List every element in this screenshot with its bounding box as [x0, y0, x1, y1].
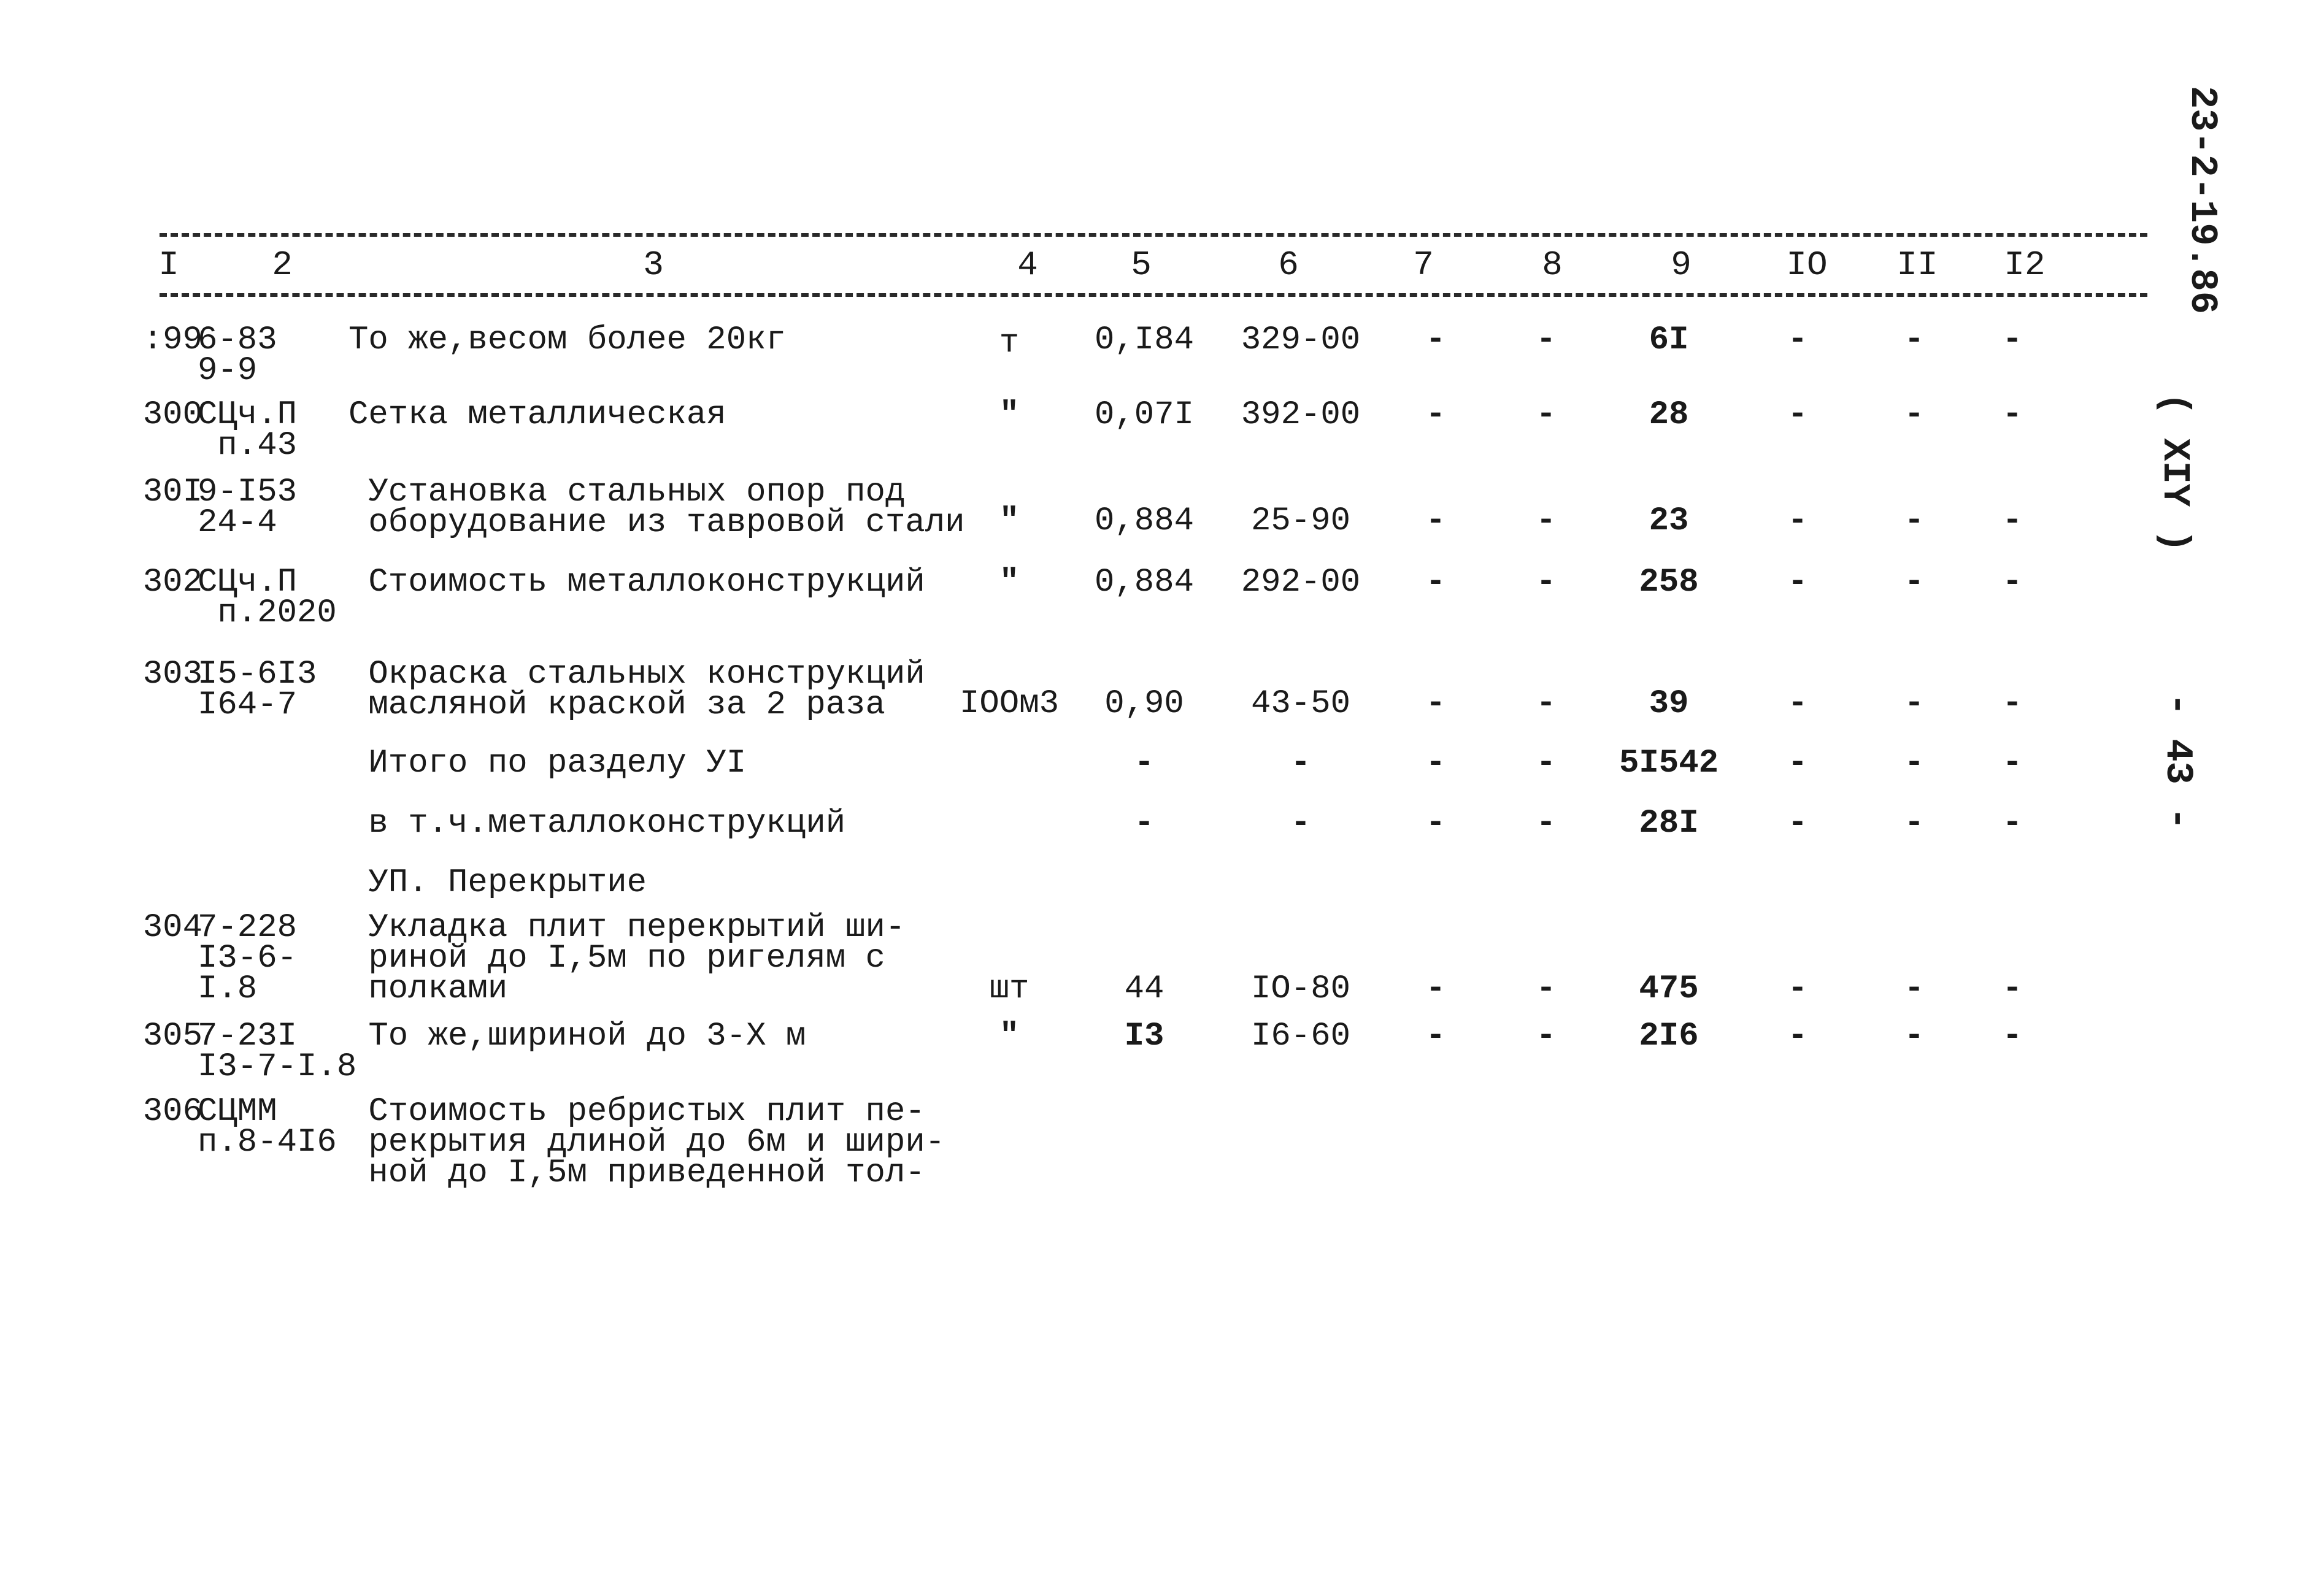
row-price: 392-00 — [1241, 396, 1361, 434]
row-unit: " — [999, 1018, 1020, 1055]
row-col12: - — [2002, 564, 2023, 601]
row-col8: - — [1536, 502, 1557, 540]
col-header-5: 5 — [1131, 245, 1152, 285]
row-col10: - — [1787, 970, 1808, 1008]
row-col11: - — [1904, 745, 1925, 782]
row-unit: " — [999, 502, 1020, 540]
row-code: 7-23I I3-7-I.8 — [198, 1018, 357, 1086]
row-number: :99 — [142, 321, 202, 359]
row-price: I6-60 — [1250, 1018, 1351, 1055]
row-col11: - — [1904, 1018, 1925, 1055]
row-name: Установка стальных опор под оборудование из тавровой стали — [368, 474, 965, 542]
row-col10: - — [1787, 745, 1808, 782]
row-price: 329-00 — [1241, 321, 1361, 359]
row-col9: 475 — [1639, 970, 1699, 1008]
row-code: СЦММ п.8-4I6 — [198, 1093, 337, 1161]
header-bottom-rule — [160, 293, 2147, 297]
row-code: I5-6I3 I64-7 — [198, 656, 317, 724]
col-header-2: 2 — [272, 245, 293, 285]
row-number: 306 — [142, 1093, 202, 1130]
row-col11: - — [1904, 502, 1925, 540]
row-col12: - — [2002, 805, 2023, 842]
row-col11: - — [1904, 970, 1925, 1008]
row-number: 303 — [142, 656, 202, 693]
row-unit: IOOм3 — [959, 685, 1060, 723]
row-col10: - — [1787, 1018, 1808, 1055]
row-qty: - — [1134, 745, 1155, 782]
row-unit: т — [999, 324, 1020, 362]
col-header-10: IO — [1786, 245, 1828, 285]
row-unit: " — [999, 564, 1020, 601]
row-qty: 0,90 — [1104, 685, 1184, 723]
row-col9: 28I — [1639, 805, 1699, 842]
row-col9: 2I6 — [1639, 1018, 1699, 1055]
row-col12: - — [2002, 502, 2023, 540]
row-col10: - — [1787, 685, 1808, 723]
row-name: То же,шириной до 3-Х м — [348, 1018, 806, 1055]
col-header-11: II — [1896, 245, 1938, 285]
row-code: СЦч.П п.2020 — [198, 564, 337, 632]
row-price: IO-80 — [1250, 970, 1351, 1008]
row-qty: 0,884 — [1094, 564, 1195, 601]
row-col9: 23 — [1649, 502, 1689, 540]
row-col7: - — [1425, 502, 1446, 540]
row-col8: - — [1536, 321, 1557, 359]
row-col11: - — [1904, 564, 1925, 601]
row-col7: - — [1425, 685, 1446, 723]
row-col11: - — [1904, 685, 1925, 723]
col-header-4: 4 — [1017, 245, 1038, 285]
col-header-1: I — [158, 245, 179, 285]
row-price: - — [1290, 745, 1311, 782]
row-code: 7-228 I3-6- I.8 — [198, 909, 298, 1008]
row-col7: - — [1425, 396, 1446, 434]
row-col10: - — [1787, 321, 1808, 359]
row-col7: - — [1425, 564, 1446, 601]
row-qty: 44 — [1124, 970, 1164, 1008]
row-col12: - — [2002, 321, 2023, 359]
row-col8: - — [1536, 745, 1557, 782]
col-header-12: I2 — [2004, 245, 2046, 285]
row-col7: - — [1425, 805, 1446, 842]
row-qty: - — [1134, 805, 1155, 842]
row-number: 300 — [142, 396, 202, 434]
row-code: 6-83 9-9 — [198, 321, 277, 389]
row-col9: 39 — [1649, 685, 1689, 723]
row-col11: - — [1904, 805, 1925, 842]
row-col10: - — [1787, 396, 1808, 434]
row-qty: 0,07I — [1094, 396, 1195, 434]
row-number: 305 — [142, 1018, 202, 1055]
row-col12: - — [2002, 1018, 2023, 1055]
row-col7: - — [1425, 1018, 1446, 1055]
row-col10: - — [1787, 564, 1808, 601]
row-name: Стоимость ребристых плит пе- рекрытия длиной до 6м и шири- ной до I,5м приведенной тол- — [368, 1093, 945, 1192]
row-col8: - — [1536, 805, 1557, 842]
row-col8: - — [1536, 970, 1557, 1008]
row-col10: - — [1787, 805, 1808, 842]
row-price: 43-50 — [1250, 685, 1351, 723]
row-name: Стоимость металлоконструкций — [348, 564, 925, 601]
row-col8: - — [1536, 685, 1557, 723]
row-price: 292-00 — [1241, 564, 1361, 601]
col-header-7: 7 — [1413, 245, 1434, 285]
row-col9: 258 — [1639, 564, 1699, 601]
page-number: - 43 - — [2156, 693, 2200, 831]
row-col12: - — [2002, 970, 2023, 1008]
row-unit: " — [999, 396, 1020, 434]
row-name: Окраска стальных конструкций масляной краской за 2 раза — [368, 656, 925, 724]
row-col7: - — [1425, 970, 1446, 1008]
col-header-3: 3 — [643, 245, 664, 285]
row-col11: - — [1904, 321, 1925, 359]
row-col12: - — [2002, 396, 2023, 434]
row-col9: 5I542 — [1619, 745, 1719, 782]
col-header-8: 8 — [1542, 245, 1563, 285]
row-col11: - — [1904, 396, 1925, 434]
row-name: Итого по разделу УI — [348, 745, 747, 782]
col-header-9: 9 — [1671, 245, 1692, 285]
row-col8: - — [1536, 1018, 1557, 1055]
row-col10: - — [1787, 502, 1808, 540]
section-heading: УП. Перекрытие — [348, 864, 647, 902]
row-number: 302 — [142, 564, 202, 601]
row-name: Укладка плит перекрытий ши- риной до I,5м по ригелям с полками — [368, 909, 906, 1008]
row-col8: - — [1536, 564, 1557, 601]
row-price: 25-90 — [1250, 502, 1351, 540]
row-qty: 0,I84 — [1094, 321, 1195, 359]
row-name: То же,весом более 20кг — [348, 321, 786, 359]
row-col7: - — [1425, 321, 1446, 359]
row-number: 30I — [142, 474, 202, 511]
row-qty: I3 — [1124, 1018, 1164, 1055]
row-unit: шт — [989, 970, 1030, 1008]
section-roman-label: ( XIY ) — [2153, 393, 2196, 553]
row-code: СЦч.П п.43 — [198, 396, 298, 464]
row-col9: 28 — [1649, 396, 1689, 434]
row-col12: - — [2002, 745, 2023, 782]
row-price: - — [1290, 805, 1311, 842]
row-code: 9-I53 24-4 — [198, 474, 298, 542]
row-col8: - — [1536, 396, 1557, 434]
col-header-6: 6 — [1278, 245, 1299, 285]
document-code-stamp: 23-2-19.86 — [2181, 86, 2224, 315]
row-name: в т.ч.металлоконструкций — [348, 805, 846, 842]
row-qty: 0,884 — [1094, 502, 1195, 540]
row-name: Сетка металлическая — [348, 396, 726, 434]
row-col7: - — [1425, 745, 1446, 782]
row-col12: - — [2002, 685, 2023, 723]
header-top-rule — [160, 233, 2147, 237]
row-col9: 6I — [1649, 321, 1689, 359]
row-number: 304 — [142, 909, 202, 946]
